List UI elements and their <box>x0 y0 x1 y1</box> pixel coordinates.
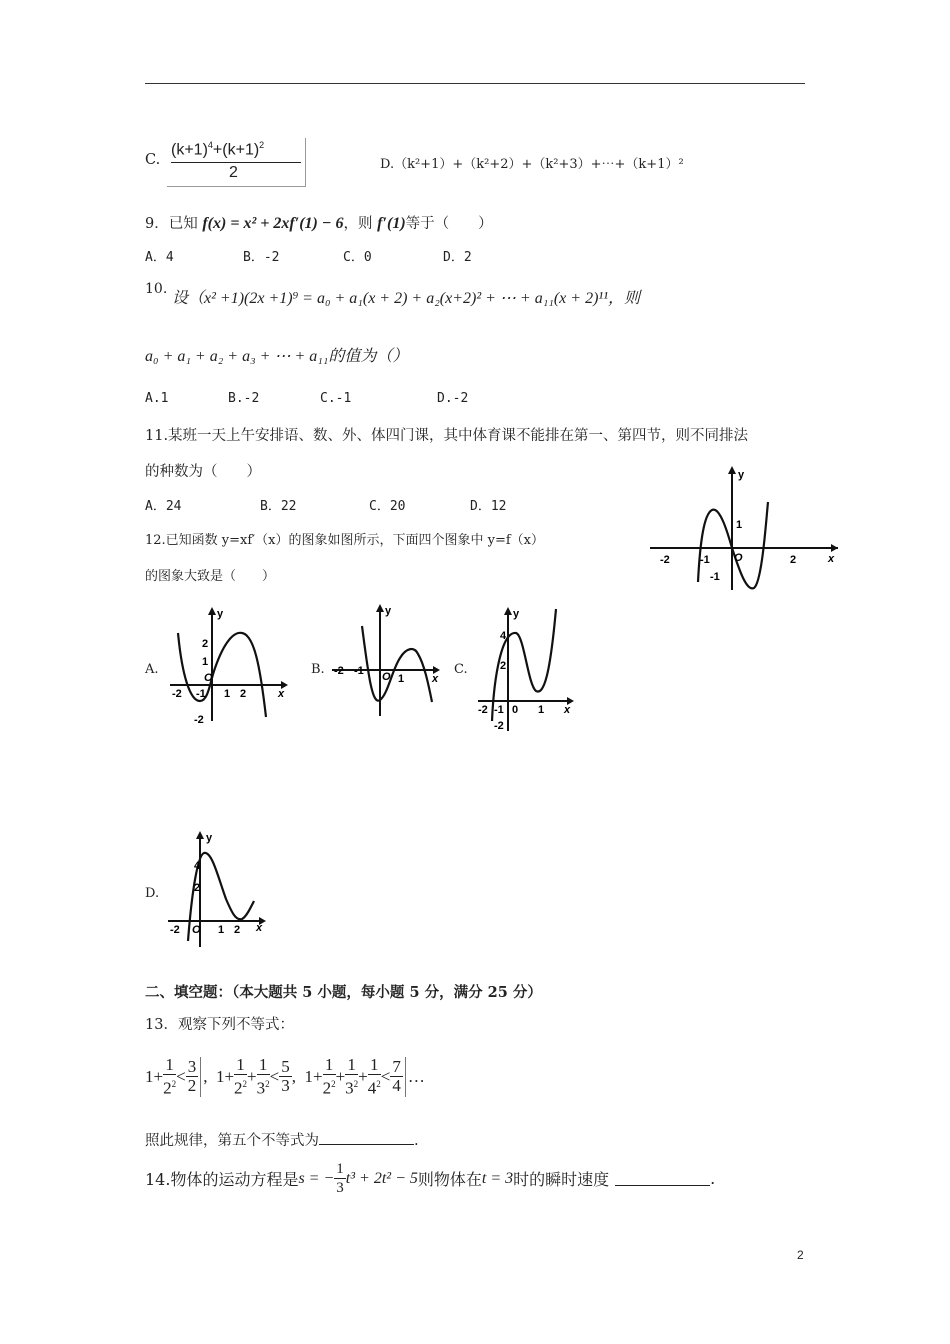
q10-option-d: D.-2 <box>437 391 469 406</box>
q11-option-c: C．20 <box>369 499 406 514</box>
q10-stem: 设（x² +1)(2x +1)⁹ = a₀ + a₁(x + 2) + a₂(x+2)² + ⋯ + a₁₁(x + 2)¹¹，则 <box>172 290 640 307</box>
b-x-label: x <box>432 673 439 685</box>
q9-option-b: B．-2 <box>243 250 280 265</box>
q14-suffix: 时的瞬时速度 <box>513 1170 610 1189</box>
q9-suffix: 等于（ ） <box>405 216 493 232</box>
q14-prefix: 14.物体的运动方程是 <box>145 1170 299 1189</box>
main-tick-yneg1: -1 <box>710 571 720 583</box>
q14-answer-blank[interactable] <box>615 1171 710 1186</box>
q14-frac-den: 3 <box>336 1180 344 1196</box>
a-tick-yneg2: -2 <box>194 714 204 725</box>
b-origin: O <box>382 671 391 683</box>
q12-label-a: A. <box>145 662 159 677</box>
opt8-c-den: 2 <box>229 164 238 181</box>
q12-label-d: D. <box>145 886 160 901</box>
a-tick-y1: 1 <box>202 656 209 668</box>
q12-label-c: C. <box>454 662 468 677</box>
main-tick-y1: 1 <box>736 519 743 531</box>
d-tick-x2: 2 <box>234 924 241 936</box>
q13-answer-blank[interactable] <box>319 1130 414 1145</box>
page-number: 2 <box>797 1248 804 1262</box>
q11-option-a: A．24 <box>145 499 182 514</box>
q11-line2: 的种数为（ ） <box>145 464 261 480</box>
opt8-c-num-a: (k+1) <box>171 141 208 159</box>
q12-option-c-graph <box>476 605 576 735</box>
q10-option-a: A.1 <box>145 391 169 406</box>
c-tick-y2: 2 <box>500 660 507 672</box>
a-x-label: x <box>278 688 285 700</box>
q12-main-graph <box>648 462 842 594</box>
q12-label-b: B. <box>311 662 325 677</box>
main-tick-neg1: -1 <box>700 554 710 566</box>
q11-line1: 11.某班一天上午安排语、数、外、体四门课，其中体育课不能排在第一、第四节，则不同排法 <box>145 428 749 444</box>
main-tick-x2: 2 <box>790 554 797 566</box>
opt8-c-exp2: 2 <box>259 140 265 150</box>
c-tick-xneg1: -1 <box>494 704 504 716</box>
q9-mid: ，则 <box>343 216 373 232</box>
c-x-label: x <box>564 704 571 716</box>
opt8-c-fraction <box>167 138 306 187</box>
b-y-label: y <box>385 605 392 617</box>
q9-stem <box>145 212 493 233</box>
c-tick-x0: 0 <box>512 704 519 716</box>
q12-line2: 的图象大致是（ ） <box>145 569 276 584</box>
d-x-label: x <box>256 922 263 934</box>
q12-option-d-graph <box>166 829 268 951</box>
main-y-label: y <box>738 469 745 481</box>
q13-conclusion-text: 照此规律，第五个不等式为 <box>145 1133 319 1149</box>
a-origin: O <box>204 672 213 684</box>
d-tick-y4: 4 <box>194 860 201 872</box>
opt8-c-num-b: +(k+1) <box>212 141 260 159</box>
q9-formula: f(x) = x² + 2xf′(1) − 6 <box>202 215 344 232</box>
d-tick-xneg2: -2 <box>170 924 180 936</box>
d-origin: O <box>192 924 201 936</box>
d-tick-y2: 2 <box>194 882 201 894</box>
opt8-d-text: D.（k²+1）+（k²+2）+（k²+3）+⋯+（k+1）² <box>380 157 684 172</box>
q14-end: . <box>710 1169 716 1188</box>
q11-option-b: B．22 <box>260 499 297 514</box>
a-tick-xneg2: -2 <box>172 688 182 700</box>
q13-intro: 13．观察下列不等式： <box>145 1017 294 1033</box>
q12-option-b-graph <box>330 602 442 720</box>
opt8-c-exp1: 4 <box>207 140 213 150</box>
q14-eq-left: s = − <box>298 1169 335 1187</box>
q14-frac-num: 1 <box>336 1161 344 1177</box>
q11-option-d: D．12 <box>470 499 507 514</box>
c-tick-xneg2: -2 <box>478 704 488 716</box>
q10-option-c: C.-1 <box>320 391 352 406</box>
b-tick-neg1: -1 <box>354 665 364 677</box>
a-y-label: y <box>217 608 224 620</box>
main-tick-neg2: -2 <box>660 554 670 566</box>
q14-t-eq: t = 3 <box>481 1169 514 1187</box>
q9-option-c: C．0 <box>343 250 372 265</box>
header-rule <box>145 83 805 84</box>
c-tick-yneg2: -2 <box>494 720 504 732</box>
q13-conclusion <box>145 1129 419 1150</box>
b-tick-neg2: -2 <box>334 665 344 677</box>
q14-mid: 则物体在 <box>417 1170 482 1189</box>
q14-eq-right: t³ + 2t² − 5 <box>345 1169 418 1187</box>
main-origin: O <box>734 552 743 564</box>
q9-target: f′(1) <box>377 215 406 232</box>
q10-line2: a₀ + a₁ + a₂ + a₃ + ⋯ + a₁₁的值为（） <box>145 348 409 365</box>
b-tick-1: 1 <box>398 673 405 685</box>
a-tick-x1: 1 <box>224 688 231 700</box>
section2-heading: 二、填空题：（本大题共 5 小题，每小题 5 分，满分 25 分） <box>145 984 542 1001</box>
q10-prefix: 10. <box>145 281 168 297</box>
q12-line1: 12.已知函数 y=xf′（x）的图象如图所示，下面四个图象中 y=f（x） <box>145 533 544 548</box>
a-tick-xneg1: -1 <box>196 688 206 700</box>
q12-option-a-graph <box>166 605 290 725</box>
opt8-c-label: C. <box>145 152 161 168</box>
q10-option-b: B.-2 <box>228 391 260 406</box>
a-tick-y2: 2 <box>202 638 209 650</box>
c-tick-y4: 4 <box>500 630 507 642</box>
q9-option-d: D．2 <box>443 250 472 265</box>
d-tick-x1: 1 <box>218 924 225 936</box>
d-y-label: y <box>206 832 213 844</box>
main-x-label: x <box>828 553 835 565</box>
q9-prefix: 9．已知 <box>145 216 198 232</box>
q13-inequalities: 1+ $\frac{1}{2^2}$ < $\frac{3}{2}$ , 1+ $\frac{1}{2^2}$ + $\frac{1}{3^2}$ < $\frac{5}{3}$ , 1+ $\frac{1}{2^2}$ + $\frac{1}{3^2}$ + $\frac{1}{4^2}$ < $\frac{7}{4}$ … <box>145 1055 425 1098</box>
q14-stem <box>145 1160 715 1197</box>
q9-option-a: A．4 <box>145 250 174 265</box>
c-y-label: y <box>513 608 520 620</box>
q13-end: . <box>414 1133 419 1149</box>
c-tick-x1: 1 <box>538 704 545 716</box>
a-tick-x2: 2 <box>240 688 247 700</box>
